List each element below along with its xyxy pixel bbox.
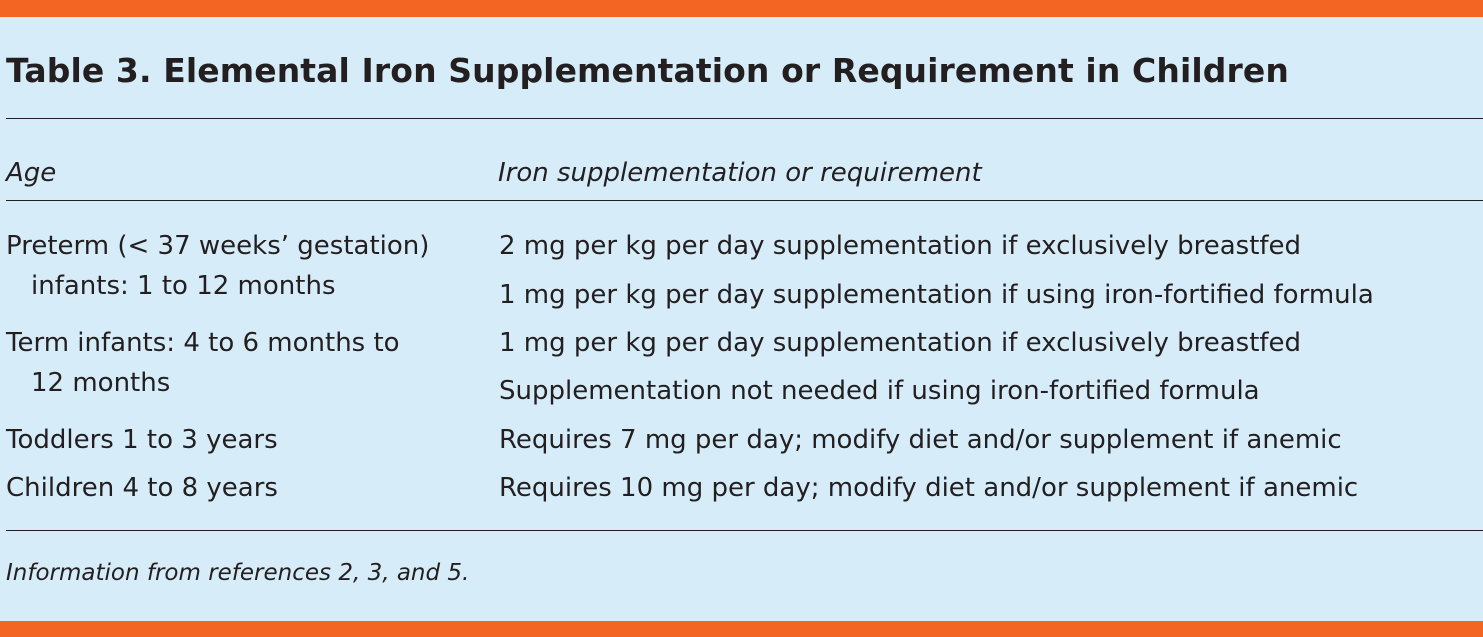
bottom-accent-bar [0, 621, 1483, 637]
top-accent-bar [0, 0, 1483, 17]
row-3-age: Toddlers 1 to 3 years [6, 425, 278, 455]
column-header-age: Age [6, 158, 57, 188]
row-2-iron-line-2: Supplementation not needed if using iron-fortified formula [499, 376, 1260, 406]
row-2-age-line-1: Term infants: 4 to 6 months to [6, 328, 400, 358]
column-header-iron: Iron supplementation or requirement [498, 158, 982, 188]
row-1-iron-line-1: 2 mg per kg per day supplementation if exclusively breastfed [499, 231, 1302, 261]
row-4-age: Children 4 to 8 years [6, 473, 278, 503]
row-4-iron: Requires 10 mg per day; modify diet and/or supplement if anemic [499, 473, 1359, 503]
row-1-age-line-2: infants: 1 to 12 months [31, 271, 336, 301]
bottom-divider [6, 530, 1483, 531]
row-1-age-line-1: Preterm (< 37 weeks’ gestation) [6, 231, 430, 261]
row-2-iron-line-1: 1 mg per kg per day supplementation if exclusively breastfed [499, 328, 1302, 358]
row-3-iron: Requires 7 mg per day; modify diet and/or supplement if anemic [499, 425, 1342, 455]
table-footnote: Information from references 2, 3, and 5. [6, 560, 470, 586]
table-title: Table 3. Elemental Iron Supplementation or Requirement in Children [6, 51, 1289, 90]
row-2-age-line-2: 12 months [31, 368, 171, 398]
row-1-iron-line-2: 1 mg per kg per day supplementation if using iron-fortified formula [499, 280, 1374, 310]
header-divider [6, 200, 1483, 201]
title-divider [6, 118, 1483, 119]
